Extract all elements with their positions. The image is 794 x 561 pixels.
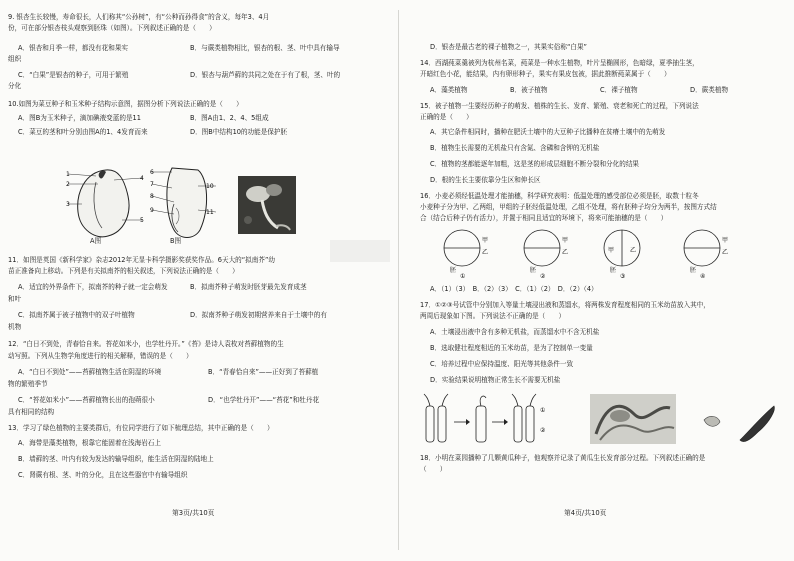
q18-stem-line2: （ ）	[420, 465, 447, 473]
combo-2	[524, 230, 568, 278]
q17-option-d[interactable]: D．实验结果说明植物正常生长不需要无机盐	[430, 376, 561, 384]
seed-embryo-combination-figure	[430, 226, 770, 278]
combo-2-upper-label: 甲	[562, 237, 569, 244]
q17-option-a[interactable]: A．土壤浸出液中含有多种无机盐，而蒸馏水中不含无机盐	[430, 328, 600, 336]
combo-2-embryo-label: 胚	[530, 267, 537, 274]
q16-stem-line1: 16．小麦必须经低温处理才能抽穗，科学研究表明：低温处理的感受部位必须是胚，取数十粒冬	[420, 192, 699, 200]
q15-option-b[interactable]: B．植物生长需要的无机盐只有含氮、含磷和含钾的无机盐	[430, 144, 600, 152]
page-4-footer: 第4页/共10页	[564, 509, 607, 517]
corn-seed-figure-b	[150, 164, 220, 246]
bean-seed-figure-a	[66, 164, 146, 246]
page-divider	[398, 10, 399, 550]
scan-smudge	[330, 240, 390, 262]
q14-stem-line1: 14．西湖莼菜羹被列为杭州名菜，莼菜是一种水生植物，叶片呈椭圆形，色暗绿，夏季抽生茎，	[420, 59, 699, 67]
combo-4-upper-label: 甲	[722, 237, 729, 244]
fig-b-label-9: 9	[150, 207, 154, 214]
q12-stem-line2: 动写照。下列从生物学角度进行的相关解释，错误的是（ ）	[8, 352, 193, 360]
fig-b-caption: B图	[170, 237, 182, 245]
q17-stem-line1: 17．①②③号试管中分别加入等量土壤浸出液和蒸馏水，将两株发育程度相同的玉米幼苗放入其中，	[420, 301, 710, 309]
q11-option-d[interactable]: D．拟南芥种子萌发初期营养来自于土壤中的有	[190, 311, 327, 319]
q14-option-c[interactable]: C．裸子植物	[600, 86, 638, 94]
q9-stem-line2: 份，可在部分银杏枝头观察到胚珠（如图）。下列叙述正确的是（ ）	[8, 24, 216, 32]
q12-stem-line1: 12．“白日不到处，青春恰自来。苔花如米小，也学牡丹开。”《苔》是诗人袁枚对苔藓植物的生	[8, 340, 284, 348]
combo-4-embryo-label: 胚	[690, 267, 697, 274]
q11-option-d-cont: 机物	[8, 323, 22, 331]
q16-options[interactable]: A．（1）（3） B．（2）（3） C．（1）（2） D．（2）（4）	[430, 285, 598, 293]
q15-stem-line2: 正确的是（ ）	[420, 113, 473, 121]
q12-option-b-cont: 物的繁殖季节	[8, 380, 48, 388]
q12-option-d-cont: 具有相同的结构	[8, 408, 55, 416]
combo-3-right-label: 乙	[630, 247, 637, 254]
q9-option-b[interactable]: B．与蕨类植物相比，银杏的根、茎、叶中具有输导	[190, 44, 340, 52]
q15-option-c[interactable]: C．植物的茎都能逐年加粗，这是茎的形成层细胞不断分裂和分化的结果	[430, 160, 640, 168]
q11-option-b-cont: 和叶	[8, 295, 22, 303]
q10-option-a[interactable]: A．图B为玉米种子，滴加碘液变蓝的是11	[18, 114, 141, 122]
combo-3-mark: ③	[620, 273, 626, 278]
fig-b-label-11: 11	[206, 209, 214, 216]
combo-1-embryo-label: 胚	[450, 267, 457, 274]
fig-a-label-4: 4	[140, 175, 144, 182]
q14-stem-line2: 开暗红色小花，能结果，内有卵形种子，果实有果皮包被，据此推断莼菜属于（ ）	[420, 70, 671, 78]
fig-b-label-8: 8	[150, 193, 154, 200]
q18-stem-line1: 18．小明在菜园播种了几颗黄瓜种子，他观察并记录了黄瓜生长发育部分过程。下列叙述正确的是	[420, 454, 706, 462]
combo-2-mark: ②	[540, 273, 546, 278]
combo-3-left-label: 甲	[608, 247, 615, 254]
q13-option-a[interactable]: A．海带是藻类植物，根靠它能固着在浅海岩石上	[18, 439, 161, 447]
q13-stem: 13．学习了绿色植物的主要类群后，有位同学进行了如下梳理总结，其中正确的是（ ）	[8, 424, 274, 432]
q14-option-a[interactable]: A．藻类植物	[430, 86, 468, 94]
q10-option-c[interactable]: C．菜豆的茎和叶分别由图A的1、4发育而来	[18, 128, 148, 136]
arabidopsis-photo	[238, 176, 296, 234]
combo-1-mark: ①	[460, 273, 466, 278]
combo-2-lower-label: 乙	[562, 249, 569, 256]
q14-option-d[interactable]: D．蕨类植物	[690, 86, 729, 94]
fig-b-label-6: 6	[150, 169, 154, 176]
combo-4-mark: ④	[700, 273, 706, 278]
q9-option-d-cont: 分化	[8, 82, 22, 90]
fig-a-label-3: 3	[66, 201, 70, 208]
q13-option-c[interactable]: C．肾蕨有根、茎、叶的分化，且在这些器官中有输导组织	[18, 471, 188, 479]
q10-stem: 10.如图为菜豆种子和玉米种子结构示意图，据图分析下列说法正确的是（ ）	[8, 100, 243, 108]
q9-stem-line1: 9. 银杏生长较慢，寿命很长，人们称其“公孙树”，有“公种而孙得食”的含义，每年3、4月	[8, 13, 270, 21]
q12-option-b[interactable]: B．“青春恰自来”——正好到了苔藓植	[208, 368, 319, 376]
q16-stem-line2: 小麦种子分为甲、乙两组，甲组的子胚经低温处理，乙组不处理，将有胚种子均分为两半，按图方式结	[420, 203, 717, 211]
q17-stem-line2: 两周后现象如下图。下列说法不正确的是（ ）	[420, 312, 566, 320]
q10-option-b[interactable]: B．图A由1、2、4、5组成	[190, 114, 269, 122]
q11-option-a[interactable]: A．适宜的外界条件下，拟南芥的种子就一定会萌发	[18, 283, 168, 291]
combo-4	[684, 230, 728, 278]
page-4	[400, 0, 794, 561]
q14-option-b[interactable]: B．被子植物	[510, 86, 548, 94]
combo-1-upper-label: 甲	[482, 237, 489, 244]
q16-stem-line3: 合（结合后种子仍有活力），并置于相同且适宜的环境下，将来可能抽穗的是（ ）	[420, 214, 668, 222]
tube-label-2: ②	[540, 427, 546, 434]
q11-stem-line2: 苗正准备向上移动。下列是有关拟南芥的相关叙述，下列说法正确的是（ ）	[8, 267, 239, 275]
fig-a-caption: A图	[90, 237, 102, 245]
combo-1-lower-label: 乙	[482, 249, 489, 256]
test-tube-figure	[422, 392, 612, 448]
fig-a-label-2: 2	[66, 181, 70, 188]
seedling-photo	[590, 394, 676, 444]
fig-b-label-7: 7	[150, 181, 154, 188]
fig-a-label-1: 1	[66, 171, 70, 178]
q15-stem-line1: 15．被子植物一生要经历种子的萌发、植株的生长、发育、繁殖、衰老和死亡的过程，下列说法	[420, 102, 699, 110]
q11-option-b[interactable]: B．拟南芥种子萌发时胚芽最先发育成茎	[190, 283, 307, 291]
tube-label-1: ①	[540, 407, 546, 414]
combo-3-embryo-label: 胚	[610, 267, 617, 274]
q12-option-c[interactable]: C．“苔花如米小”——苔藓植物长出的孢蒴很小	[18, 396, 155, 404]
q10-option-d[interactable]: D．图B中结构10的功能是保护胚	[190, 128, 288, 136]
q13-option-d[interactable]: D．银杏是最古老的裸子植物之一，其果实俗称“白果”	[430, 43, 587, 51]
q9-option-c[interactable]: C．“白果”是银杏的种子，可用于繁殖	[18, 71, 129, 79]
combo-3	[604, 230, 640, 278]
cucumber-figure	[700, 400, 780, 446]
q17-option-c[interactable]: C．培养过程中应保持温度、阳光等其他条件一致	[430, 360, 574, 368]
q9-option-d[interactable]: D．银杏与葫芦藓的共同之处在于有了根，茎、叶的	[190, 71, 341, 79]
q11-option-c[interactable]: C．拟南芥属于被子植物中的双子叶植物	[18, 311, 135, 319]
page-3-footer: 第3页/共10页	[172, 509, 215, 517]
fig-a-label-5: 5	[140, 217, 144, 224]
combo-4-lower-label: 乙	[722, 249, 729, 256]
q12-option-d[interactable]: D．“也学牡丹开”——“苔花”和牡丹花	[208, 396, 320, 404]
fig-b-label-10: 10	[206, 183, 214, 190]
q15-option-a[interactable]: A．其它条件相同时，播种在肥沃土壤中的大豆种子比播种在贫瘠土壤中的先萌发	[430, 128, 666, 136]
q17-option-b[interactable]: B．选取健壮程度相近的玉米幼苗，是为了控制单一变量	[430, 344, 593, 352]
q9-option-b-cont: 组织	[8, 55, 22, 63]
q12-option-a[interactable]: A．“白日不到处”——苔藓植物生活在阴湿的环境	[18, 368, 162, 376]
combo-1	[444, 230, 488, 278]
q13-option-b[interactable]: B．墙藓的茎、叶内有较为发达的输导组织，能生活在阴湿的陆地上	[18, 455, 214, 463]
q11-stem-line1: 11．如图是英国《新科学家》杂志2012年无显卡科学摄影奖获奖作品。6天大的“拟南芥”幼	[8, 256, 275, 264]
q15-option-d[interactable]: D．根的生长主要依靠分生区和伸长区	[430, 176, 541, 184]
q9-option-a[interactable]: A．银杏和月季一样，都没有花和果实	[18, 44, 129, 52]
